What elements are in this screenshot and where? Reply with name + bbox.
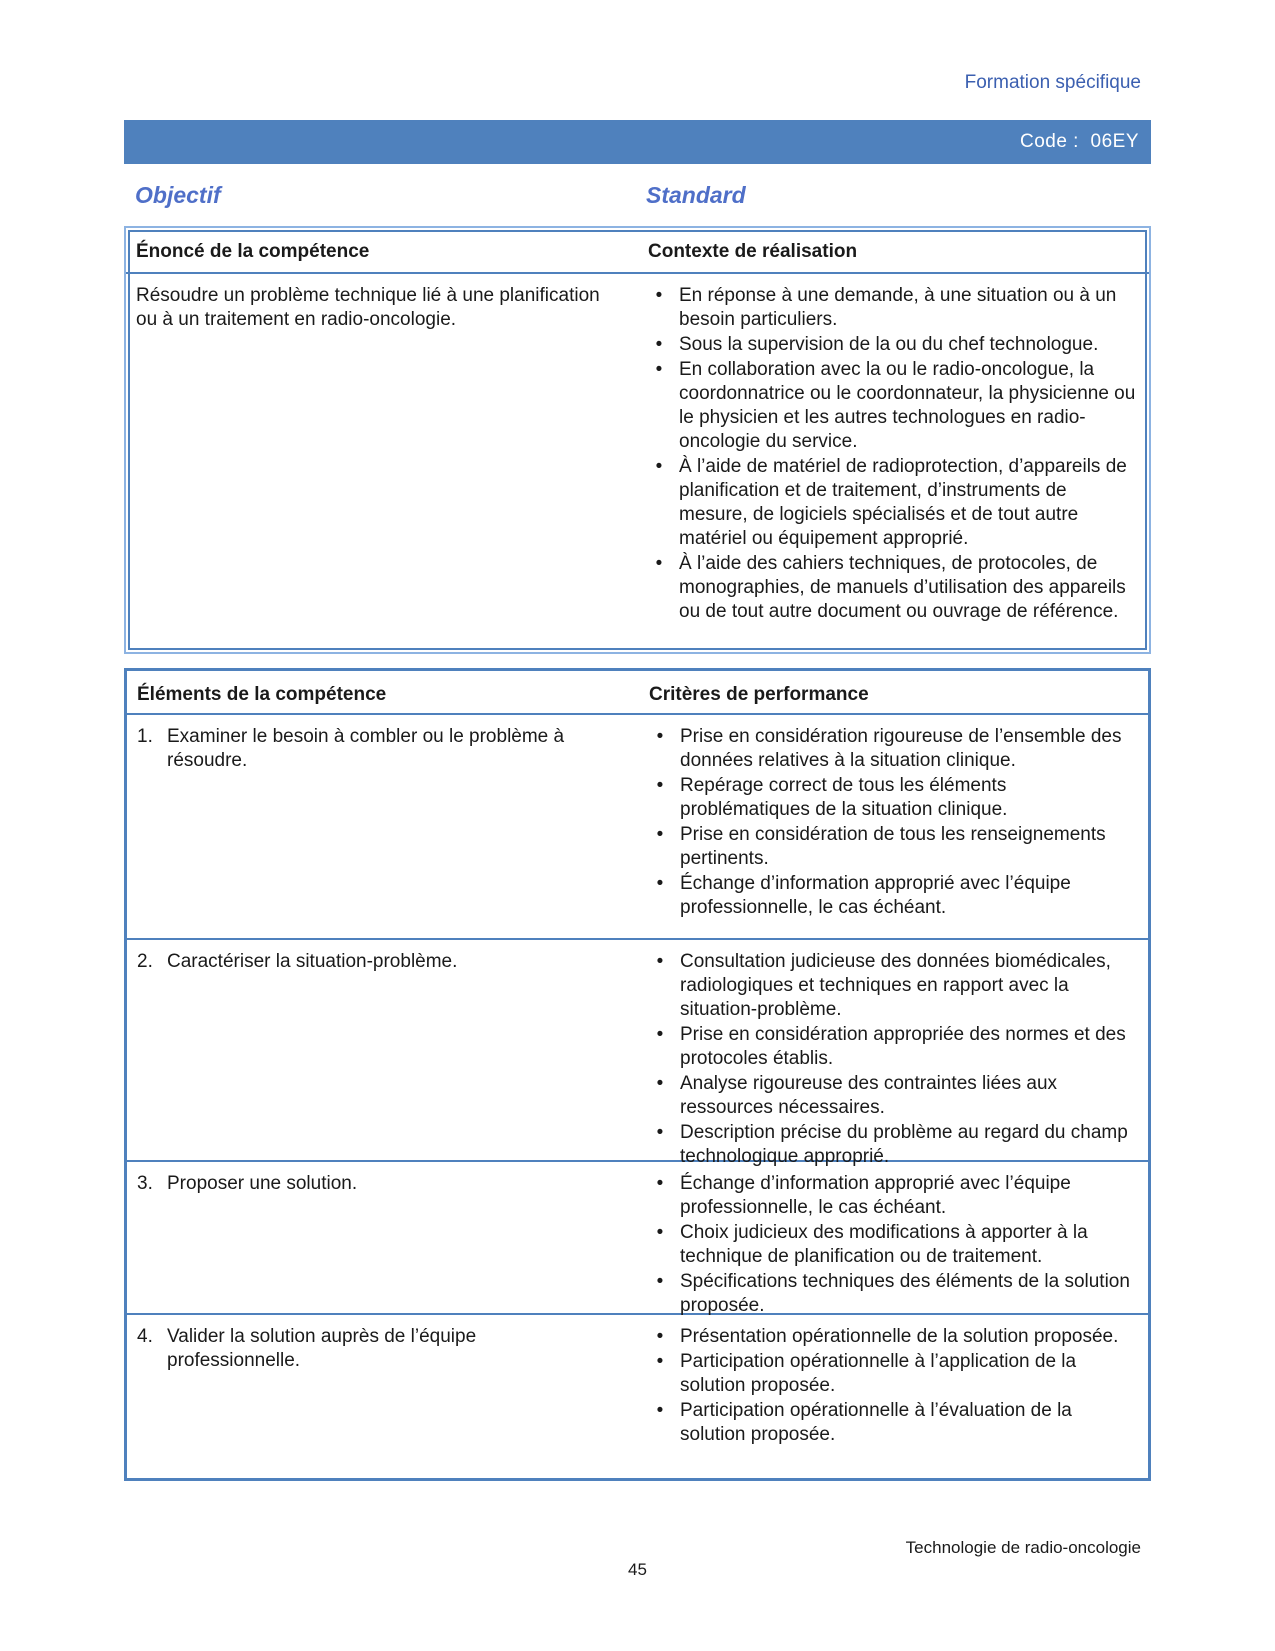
element-number: 2. xyxy=(137,951,153,972)
bullet-icon: • xyxy=(655,359,663,380)
bullet-item xyxy=(649,1023,1139,1071)
bullet-icon: • xyxy=(656,775,664,796)
competence-statement: Résoudre un problème technique lié à une planification ou à un traitement en radio-oncologie. xyxy=(136,285,600,330)
element-number: 4. xyxy=(137,1326,153,1347)
bullet-text: Analyse rigoureuse des contraintes liées aux ressources nécessaires. xyxy=(680,1073,1058,1118)
competence-row xyxy=(126,274,1149,644)
bullet-icon: • xyxy=(656,824,664,845)
element-item xyxy=(137,1172,607,1196)
element-row xyxy=(127,1315,1148,1473)
bullet-icon: • xyxy=(655,285,663,306)
elements-table xyxy=(124,668,1151,1481)
bullet-item xyxy=(649,1350,1139,1398)
standard-heading: Standard xyxy=(646,182,746,208)
program-name: Technologie de radio-oncologie xyxy=(905,1538,1141,1557)
bullet-text: À l’aide de matériel de radioprotection, d’appareils de planification et de traitement, d’instruments de mesure, de logiciels spécialisés et de tout autre matériel ou équipement approprié. xyxy=(679,456,1127,549)
bullet-text: Prise en considération de tous les renseignements pertinents. xyxy=(680,824,1106,869)
elements-header-row xyxy=(127,671,1148,715)
bullet-icon: • xyxy=(656,951,664,972)
bullet-text: Repérage correct de tous les éléments problématiques de la situation clinique. xyxy=(680,775,1008,820)
bullet-text: Échange d’information approprié avec l’équipe professionnelle, le cas échéant. xyxy=(680,1173,1071,1218)
bullet-icon: • xyxy=(656,726,664,747)
bullet-text: Consultation judicieuse des données biomédicales, radiologiques et techniques en rapport avec la situation-problème. xyxy=(680,951,1111,1020)
bullet-item xyxy=(649,1221,1139,1269)
element-row xyxy=(127,1162,1148,1315)
bullet-item xyxy=(648,552,1138,624)
bullet-icon: • xyxy=(656,1173,664,1194)
bullet-icon: • xyxy=(656,1073,664,1094)
bullet-text: En réponse à une demande, à une situation ou à un besoin particuliers. xyxy=(679,285,1117,330)
code-bar xyxy=(124,120,1151,164)
bullet-text: En collaboration avec la ou le radio-oncologue, la coordonnatrice ou le coordonnateur, la physicienne ou le physicien et les autres technologues en radio-oncologie du service. xyxy=(679,359,1136,452)
criteria-list xyxy=(649,725,1139,920)
section-label: Formation spécifique xyxy=(964,72,1141,93)
bullet-text: Choix judicieux des modifications à apporter à la technique de planification ou de traitement. xyxy=(680,1222,1088,1267)
bullet-icon: • xyxy=(656,873,664,894)
bullet-item xyxy=(649,774,1139,822)
bullet-item xyxy=(649,1325,1139,1349)
bullet-item xyxy=(649,1270,1139,1318)
criteria-list xyxy=(649,950,1139,1169)
element-text: Proposer une solution. xyxy=(167,1173,358,1194)
code-value: 06EY xyxy=(1090,131,1139,152)
element-item xyxy=(137,725,607,773)
competence-table xyxy=(124,226,1151,654)
bullet-text: Participation opérationnelle à l’évaluation de la solution proposée. xyxy=(680,1400,1072,1445)
bullet-icon: • xyxy=(656,1122,664,1143)
bullet-icon: • xyxy=(656,1400,664,1421)
bullet-item xyxy=(648,333,1138,357)
bullet-icon: • xyxy=(655,456,663,477)
bullet-icon: • xyxy=(656,1351,664,1372)
bullet-text: À l’aide des cahiers techniques, de protocoles, de monographies, de manuels d’utilisation des appareils ou de tout autre document ou ouvrage de référence. xyxy=(679,553,1126,622)
bullet-icon: • xyxy=(656,1222,664,1243)
elements-header: Éléments de la compétence xyxy=(137,684,387,705)
bullet-icon: • xyxy=(655,553,663,574)
element-row xyxy=(127,940,1148,1167)
objective-heading: Objectif xyxy=(135,182,221,208)
element-item xyxy=(137,950,607,974)
criteria-header: Critères de performance xyxy=(649,684,869,705)
element-text: Caractériser la situation-problème. xyxy=(167,951,458,972)
bullet-item xyxy=(648,358,1138,454)
bullet-item xyxy=(649,950,1139,1022)
bullet-icon: • xyxy=(656,1024,664,1045)
bullet-item xyxy=(649,1072,1139,1120)
context-header: Contexte de réalisation xyxy=(648,241,858,262)
element-item xyxy=(137,1325,607,1373)
element-number: 1. xyxy=(137,726,153,747)
criteria-list xyxy=(649,1325,1139,1447)
bullet-item xyxy=(649,823,1139,871)
bullet-item xyxy=(648,455,1138,551)
code-label: Code : xyxy=(1019,131,1079,152)
bullet-item xyxy=(649,1172,1139,1220)
bullet-item xyxy=(649,872,1139,920)
element-text: Valider la solution auprès de l’équipe professionnelle. xyxy=(167,1326,477,1371)
context-list xyxy=(648,284,1138,624)
course-code xyxy=(1020,131,1139,153)
competence-header-row xyxy=(126,228,1149,274)
bullet-item xyxy=(649,725,1139,773)
page-number: 45 xyxy=(628,1560,647,1579)
bullet-text: Prise en considération appropriée des normes et des protocoles établis. xyxy=(680,1024,1126,1069)
element-row xyxy=(127,715,1148,940)
bullet-text: Participation opérationnelle à l’application de la solution proposée. xyxy=(680,1351,1077,1396)
competence-header: Énoncé de la compétence xyxy=(136,241,370,262)
element-number: 3. xyxy=(137,1173,153,1194)
criteria-list xyxy=(649,1172,1139,1318)
bullet-text: Description précise du problème au regard du champ technologique approprié. xyxy=(680,1122,1128,1167)
bullet-text: Prise en considération rigoureuse de l’ensemble des données relatives à la situation clinique. xyxy=(680,726,1122,771)
bullet-icon: • xyxy=(655,334,663,355)
bullet-text: Spécifications techniques des éléments de la solution proposée. xyxy=(680,1271,1130,1316)
element-text: Examiner le besoin à combler ou le problème à résoudre. xyxy=(167,726,565,771)
bullet-text: Sous la supervision de la ou du chef technologue. xyxy=(679,334,1099,355)
bullet-item xyxy=(649,1399,1139,1447)
element-rows xyxy=(127,715,1148,1473)
bullet-icon: • xyxy=(656,1271,664,1292)
bullet-item xyxy=(648,284,1138,332)
bullet-icon: • xyxy=(656,1326,664,1347)
bullet-text: Échange d’information approprié avec l’équipe professionnelle, le cas échéant. xyxy=(680,873,1071,918)
bullet-text: Présentation opérationnelle de la solution proposée. xyxy=(680,1326,1119,1347)
